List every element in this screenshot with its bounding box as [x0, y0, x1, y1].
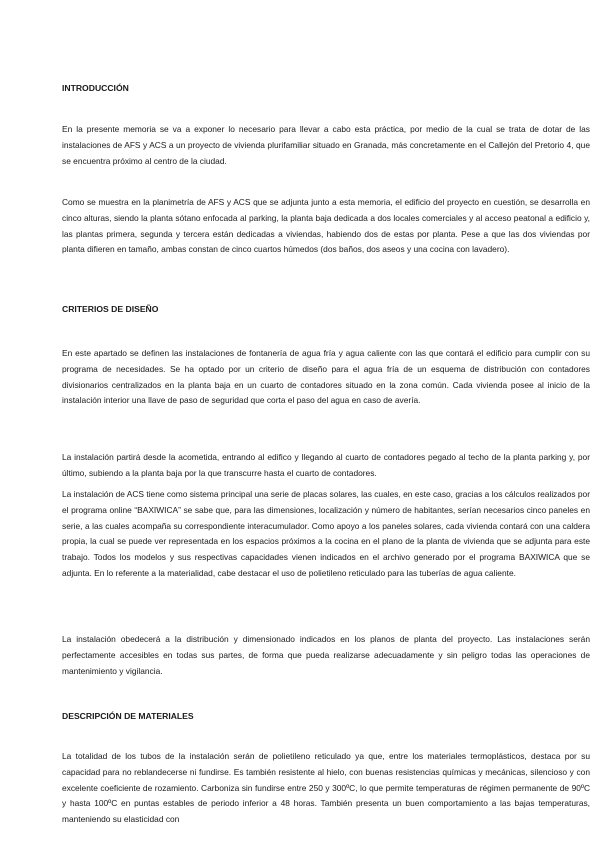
- heading-introduccion: INTRODUCCIÓN: [62, 83, 129, 93]
- heading-criterios-de-diseno: CRITERIOS DE DISEÑO: [62, 304, 159, 314]
- paragraph-criteria-1: En este apartado se definen las instalaciones de fontanería de agua fría y agua caliente con las que contará el edificio para cumplir con su programa de necesidades. Se ha optado por un criterio de diseño para el agua fría de un esquema de distribución con contadores divisionarios centralizados en la planta baja en un cuarto de contadores situado en la zona común. Cada vivienda posee al inicio de la instalación interior una llave de paso de seguridad que corta el paso del agua en caso de avería.: [62, 348, 590, 406]
- paragraph-materials-1: La totalidad de los tubos de la instalación serán de polietileno reticulado ya que, entre los materiales termoplásticos, destaca por su capacidad para no reblandecerse ni fundirse. Es también resistente al hielo, con buenas resistencias químicas y mecánicas, silencioso y con excelente coeficiente de rozamiento. Carboniza sin fundirse entre 250 y 300ºC, lo que permite temperaturas de régimen permanente de 90ºC y hasta 100ºC en puntas estables de periodo inferior a 48 horas. También presenta un buen comportamiento a las bajas temperaturas, manteniendo su elasticidad con: [62, 751, 590, 825]
- paragraph-intro-2: Como se muestra en la planimetría de AFS y ACS que se adjunta junto a esta memoria, el edificio del proyecto en cuestión, se desarrolla en cinco alturas, siendo la planta sótano enfocada al parking, la planta baja dedicada a dos locales comerciales y al acceso peatonal a edificio y, las plantas primera, segunda y tercera están dedicadas a viviendas, habiendo dos de estas por planta. Pese a que las dos viviendas por planta difieren en tamaño, ambas constan de cinco cuartos húmedos (dos baños, dos aseos y una cocina con lavadero).: [62, 197, 590, 255]
- heading-descripcion-de-materiales: DESCRIPCIÓN DE MATERIALES: [62, 711, 194, 721]
- paragraph-criteria-2: La instalación partirá desde la acometida, entrando al edifico y llegando al cuarto de contadores pegado al techo de la planta parking y, por último, subiendo a la planta baja por la que transcurre hasta el cuarto de contadores.: [62, 452, 590, 478]
- paragraph-criteria-4: La instalación obedecerá a la distribución y dimensionado indicados en los planos de planta del proyecto. Las instalaciones serán perfectamente accesibles en todas sus partes, de forma que pueda realizarse adecuadamente y sin peligro todas las operaciones de mantenimiento y vigilancia.: [62, 634, 590, 676]
- paragraph-criteria-3: La instalación de ACS tiene como sistema principal una serie de placas solares, las cuales, en este caso, gracias a los cálculos realizados por el programa online “BAXIWICA” se sabe que, para las dimensiones, localización y número de habitantes, serían necesarios cinco paneles en serie, a las cuales acompaña su correspondiente interacumulador. Como apoyo a los paneles solares, cada vivienda contará con una caldera propia, la cual se puede ver representada en los espacios próximos a la cocina en el plano de la planta de vivienda que se adjunta para este trabajo. Todos los modelos y sus respectivas capacidades vienen indicados en el archivo generado por el programa BAXIWICA que se adjunta. En lo referente a la materialidad, cabe destacar el uso de polietileno reticulado para las tuberías de agua caliente.: [62, 489, 590, 578]
- paragraph-intro-1: En la presente memoria se va a exponer lo necesario para llevar a cabo esta práctica, por medio de la cual se trata de dotar de las instalaciones de AFS y ACS a un proyecto de vivienda plurifamiliar situado en Granada, más concretamente en el Callejón del Pretorio 4, que se encuentra próximo al centro de la ciudad.: [62, 124, 590, 166]
